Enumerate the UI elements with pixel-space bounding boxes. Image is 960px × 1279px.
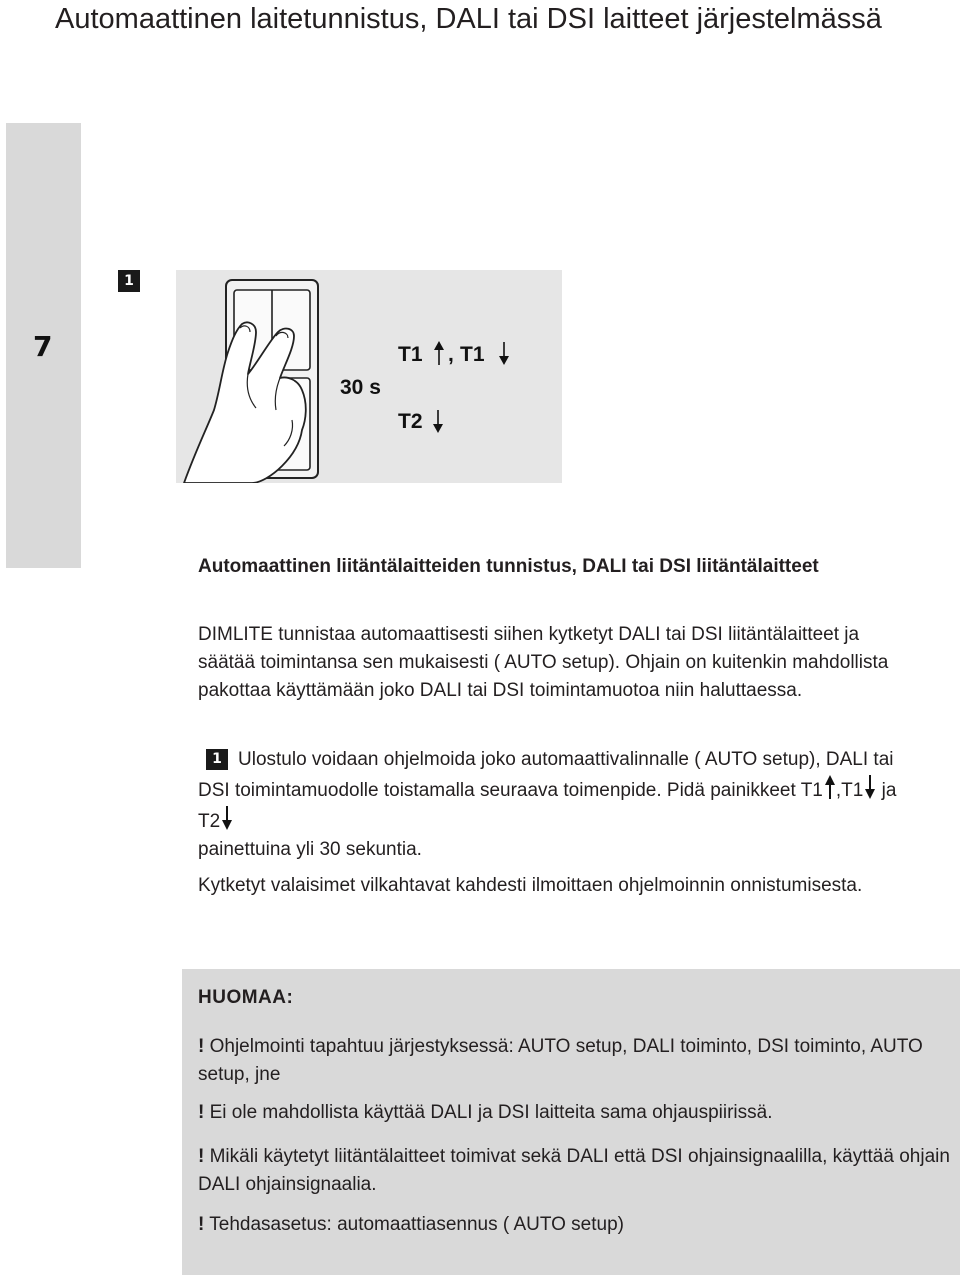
step-end-text: painettuina yli 30 sekuntia. bbox=[198, 839, 422, 860]
t1-up-label: T1 bbox=[398, 343, 423, 366]
step-separator-t1: ,T1 bbox=[835, 780, 864, 801]
arrow-down-icon bbox=[499, 342, 509, 365]
note-bullet: ! bbox=[198, 1214, 205, 1235]
note-item-text: Tehdasasetus: automaattiasennus ( AUTO setup) bbox=[209, 1214, 624, 1235]
note-title: HUOMAA: bbox=[198, 987, 294, 1008]
arrow-down-icon bbox=[433, 410, 443, 433]
note-item-text: Ei ole mahdollista käyttää DALI ja DSI laitteita sama ohjauspiirissä. bbox=[209, 1102, 773, 1123]
note-box bbox=[182, 969, 960, 1275]
intro-paragraph: DIMLITE tunnistaa automaattisesti siihen kytketyt DALI tai DSI liitäntälaitteet ja säätää toimintansa sen mukaisesti ( AUTO setup). Ohjain on kuitenkin mahdollista pakottaa käyttämään joko DALI tai DSI toimintamuotoa niin haluttaessa. bbox=[198, 624, 889, 701]
note-item bbox=[198, 1143, 950, 1199]
label-separator: , bbox=[448, 343, 454, 366]
note-item-text: Mikäli käytetyt liitäntälaitteet toimivat sekä DALI että DSI ohjainsignaalilla, käyttää ohjain DALI ohjainsignaalia. bbox=[198, 1146, 950, 1195]
arrow-down-icon bbox=[221, 805, 233, 831]
arrow-up-icon bbox=[434, 341, 444, 365]
note-item bbox=[198, 1099, 950, 1127]
note-bullet: ! bbox=[198, 1102, 205, 1123]
arrow-down-icon bbox=[864, 774, 876, 800]
duration-label: 30 s bbox=[340, 376, 381, 399]
section-heading: Automaattinen liitäntälaitteiden tunnistus, DALI tai DSI liitäntälaitteet bbox=[198, 556, 819, 577]
note-item bbox=[198, 1033, 950, 1089]
result-paragraph: Kytketyt valaisimet vilkahtavat kahdesti ilmoittaen ohjelmoinnin onnistumisesta. bbox=[198, 875, 863, 896]
arrow-up-icon bbox=[824, 774, 836, 800]
button-press-illustration bbox=[176, 270, 562, 483]
step-badge: 1 bbox=[118, 270, 140, 292]
step-text: Ulostulo voidaan ohjelmoida joko automaattivalinnalle ( AUTO setup), DALI tai DSI toimintamuodolle toistamalla seuraava toimenpide. Pidä painikkeet T1 bbox=[198, 749, 894, 801]
step-separator-t2: ja T2 bbox=[198, 780, 897, 832]
note-bullet: ! bbox=[198, 1036, 205, 1057]
t2-down-label: T2 bbox=[398, 410, 423, 433]
page-title: Automaattinen laitetunnistus, DALI tai DSI laitteet järjestelmässä bbox=[55, 3, 882, 35]
t1-down-label: T1 bbox=[460, 343, 485, 366]
note-item-text: Ohjelmointi tapahtuu järjestyksessä: AUTO setup, DALI toiminto, DSI toiminto, AUTO setup, jne bbox=[198, 1036, 923, 1085]
step-paragraph bbox=[198, 746, 898, 864]
hand-pressing-buttons-icon bbox=[176, 270, 562, 483]
note-item bbox=[198, 1211, 950, 1239]
step-badge-inline: 1 bbox=[206, 749, 228, 770]
chapter-number: 7 bbox=[33, 330, 53, 363]
note-bullet: ! bbox=[198, 1146, 205, 1167]
